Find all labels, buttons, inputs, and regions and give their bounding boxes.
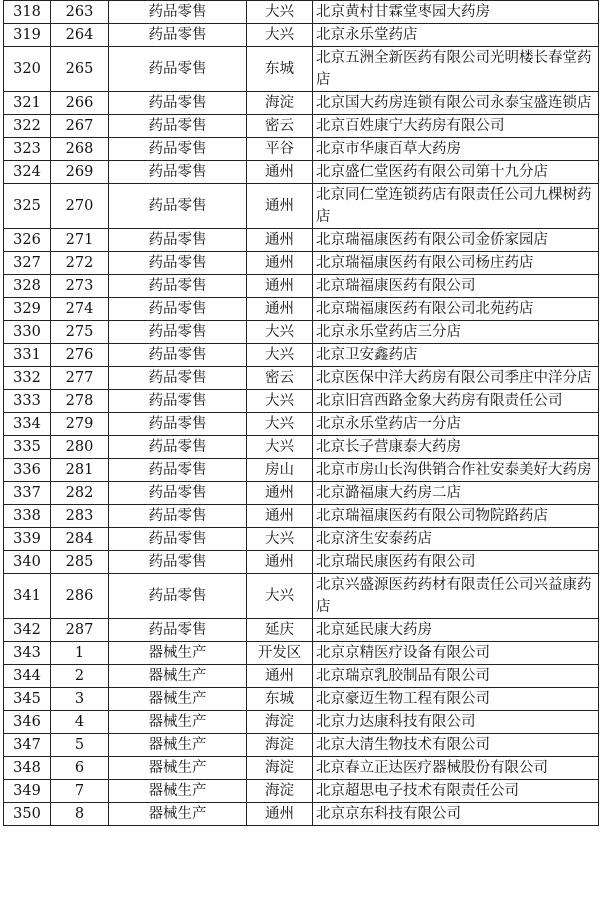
serial-number-cell: 349	[4, 780, 51, 803]
category-number-cell: 273	[51, 275, 109, 298]
category-cell: 器械生产	[109, 757, 247, 780]
district-cell: 大兴	[247, 574, 313, 619]
company-name-cell: 北京瑞民康医药有限公司	[313, 551, 599, 574]
category-cell: 药品零售	[109, 92, 247, 115]
table-row	[4, 161, 599, 184]
serial-number-cell: 350	[4, 803, 51, 826]
company-name-cell: 北京济生安泰药店	[313, 528, 599, 551]
district-cell: 通州	[247, 252, 313, 275]
table-row	[4, 275, 599, 298]
company-name-cell: 北京黄村甘霖堂枣园大药房	[313, 1, 599, 24]
category-cell: 药品零售	[109, 24, 247, 47]
category-cell: 药品零售	[109, 184, 247, 229]
category-number-cell: 287	[51, 619, 109, 642]
category-number-cell: 270	[51, 184, 109, 229]
category-cell: 器械生产	[109, 642, 247, 665]
category-number-cell: 6	[51, 757, 109, 780]
company-name-cell: 北京永乐堂药店	[313, 24, 599, 47]
table-row	[4, 413, 599, 436]
table-row	[4, 47, 599, 92]
category-number-cell: 285	[51, 551, 109, 574]
category-cell: 药品零售	[109, 298, 247, 321]
company-name-cell: 北京力达康科技有限公司	[313, 711, 599, 734]
company-name-cell: 北京永乐堂药店三分店	[313, 321, 599, 344]
company-name-cell: 北京长子营康泰大药房	[313, 436, 599, 459]
district-cell: 海淀	[247, 780, 313, 803]
table-row	[4, 24, 599, 47]
category-cell: 药品零售	[109, 161, 247, 184]
district-cell: 通州	[247, 803, 313, 826]
serial-number-cell: 329	[4, 298, 51, 321]
district-cell: 大兴	[247, 1, 313, 24]
company-name-cell: 北京潞福康大药房二店	[313, 482, 599, 505]
serial-number-cell: 338	[4, 505, 51, 528]
category-cell: 器械生产	[109, 711, 247, 734]
table-row	[4, 436, 599, 459]
company-name-cell: 北京京东科技有限公司	[313, 803, 599, 826]
serial-number-cell: 332	[4, 367, 51, 390]
table-body	[4, 1, 599, 826]
company-name-cell: 北京瑞福康医药有限公司杨庄药店	[313, 252, 599, 275]
district-cell: 通州	[247, 229, 313, 252]
category-cell: 药品零售	[109, 574, 247, 619]
serial-number-cell: 333	[4, 390, 51, 413]
district-cell: 通州	[247, 551, 313, 574]
category-cell: 药品零售	[109, 252, 247, 275]
category-cell: 药品零售	[109, 505, 247, 528]
company-name-cell: 北京永乐堂药店一分店	[313, 413, 599, 436]
serial-number-cell: 321	[4, 92, 51, 115]
table-row	[4, 734, 599, 757]
category-number-cell: 1	[51, 642, 109, 665]
district-cell: 房山	[247, 459, 313, 482]
serial-number-cell: 342	[4, 619, 51, 642]
company-name-cell: 北京春立正达医疗器械股份有限公司	[313, 757, 599, 780]
serial-number-cell: 340	[4, 551, 51, 574]
serial-number-cell: 337	[4, 482, 51, 505]
serial-number-cell: 346	[4, 711, 51, 734]
company-name-cell: 北京国大药房连锁有限公司永泰宝盛连锁店	[313, 92, 599, 115]
table-row	[4, 551, 599, 574]
category-cell: 药品零售	[109, 229, 247, 252]
company-name-cell: 北京豪迈生物工程有限公司	[313, 688, 599, 711]
category-number-cell: 282	[51, 482, 109, 505]
district-cell: 海淀	[247, 734, 313, 757]
category-number-cell: 283	[51, 505, 109, 528]
category-number-cell: 274	[51, 298, 109, 321]
table-row	[4, 138, 599, 161]
company-name-cell: 北京卫安鑫药店	[313, 344, 599, 367]
category-number-cell: 284	[51, 528, 109, 551]
serial-number-cell: 324	[4, 161, 51, 184]
category-cell: 药品零售	[109, 390, 247, 413]
company-name-cell: 北京大清生物技术有限公司	[313, 734, 599, 757]
district-cell: 大兴	[247, 436, 313, 459]
district-cell: 开发区	[247, 642, 313, 665]
category-number-cell: 272	[51, 252, 109, 275]
category-number-cell: 271	[51, 229, 109, 252]
company-name-cell: 北京瑞福康医药有限公司北苑药店	[313, 298, 599, 321]
table-row	[4, 757, 599, 780]
company-name-cell: 北京延民康大药房	[313, 619, 599, 642]
district-cell: 大兴	[247, 528, 313, 551]
company-name-cell: 北京瑞福康医药有限公司金侨家园店	[313, 229, 599, 252]
table-row	[4, 711, 599, 734]
serial-number-cell: 318	[4, 1, 51, 24]
district-cell: 通州	[247, 275, 313, 298]
category-number-cell: 267	[51, 115, 109, 138]
category-cell: 药品零售	[109, 367, 247, 390]
serial-number-cell: 334	[4, 413, 51, 436]
serial-number-cell: 335	[4, 436, 51, 459]
table-row	[4, 115, 599, 138]
company-name-cell: 北京市华康百草大药房	[313, 138, 599, 161]
table-row	[4, 642, 599, 665]
category-number-cell: 3	[51, 688, 109, 711]
category-number-cell: 275	[51, 321, 109, 344]
district-cell: 通州	[247, 482, 313, 505]
table-row	[4, 92, 599, 115]
serial-number-cell: 325	[4, 184, 51, 229]
table-row	[4, 459, 599, 482]
serial-number-cell: 345	[4, 688, 51, 711]
company-name-cell: 北京瑞京乳胶制品有限公司	[313, 665, 599, 688]
serial-number-cell: 341	[4, 574, 51, 619]
category-number-cell: 266	[51, 92, 109, 115]
category-number-cell: 264	[51, 24, 109, 47]
district-cell: 大兴	[247, 390, 313, 413]
company-name-cell: 北京京精医疗设备有限公司	[313, 642, 599, 665]
company-name-cell: 北京超思电子技术有限责任公司	[313, 780, 599, 803]
district-cell: 通州	[247, 298, 313, 321]
category-number-cell: 5	[51, 734, 109, 757]
table-row	[4, 780, 599, 803]
category-cell: 器械生产	[109, 780, 247, 803]
table-row	[4, 665, 599, 688]
category-cell: 药品零售	[109, 551, 247, 574]
category-cell: 药品零售	[109, 1, 247, 24]
category-cell: 药品零售	[109, 413, 247, 436]
district-cell: 大兴	[247, 413, 313, 436]
district-cell: 延庆	[247, 619, 313, 642]
table-row	[4, 344, 599, 367]
table-row	[4, 252, 599, 275]
company-name-cell: 北京百姓康宁大药房有限公司	[313, 115, 599, 138]
category-cell: 药品零售	[109, 436, 247, 459]
district-cell: 大兴	[247, 321, 313, 344]
serial-number-cell: 328	[4, 275, 51, 298]
table-row	[4, 574, 599, 619]
district-cell: 密云	[247, 115, 313, 138]
serial-number-cell: 343	[4, 642, 51, 665]
serial-number-cell: 344	[4, 665, 51, 688]
serial-number-cell: 327	[4, 252, 51, 275]
table-row	[4, 803, 599, 826]
company-name-cell: 北京瑞福康医药有限公司	[313, 275, 599, 298]
district-cell: 海淀	[247, 92, 313, 115]
category-number-cell: 4	[51, 711, 109, 734]
license-table	[3, 0, 599, 826]
company-name-cell: 北京五洲全新医药有限公司光明楼长春堂药店	[313, 47, 599, 92]
category-number-cell: 265	[51, 47, 109, 92]
serial-number-cell: 336	[4, 459, 51, 482]
category-number-cell: 8	[51, 803, 109, 826]
district-cell: 通州	[247, 161, 313, 184]
table-row	[4, 390, 599, 413]
category-cell: 药品零售	[109, 115, 247, 138]
district-cell: 通州	[247, 184, 313, 229]
category-cell: 药品零售	[109, 528, 247, 551]
district-cell: 东城	[247, 688, 313, 711]
category-cell: 药品零售	[109, 459, 247, 482]
category-number-cell: 269	[51, 161, 109, 184]
district-cell: 通州	[247, 505, 313, 528]
category-cell: 药品零售	[109, 482, 247, 505]
company-name-cell: 北京盛仁堂医药有限公司第十九分店	[313, 161, 599, 184]
table-row	[4, 505, 599, 528]
category-cell: 器械生产	[109, 734, 247, 757]
district-cell: 大兴	[247, 24, 313, 47]
table-row	[4, 688, 599, 711]
category-cell: 药品零售	[109, 619, 247, 642]
district-cell: 大兴	[247, 344, 313, 367]
district-cell: 海淀	[247, 711, 313, 734]
category-number-cell: 268	[51, 138, 109, 161]
district-cell: 东城	[247, 47, 313, 92]
table-row	[4, 528, 599, 551]
category-number-cell: 276	[51, 344, 109, 367]
category-cell: 器械生产	[109, 688, 247, 711]
category-number-cell: 280	[51, 436, 109, 459]
serial-number-cell: 322	[4, 115, 51, 138]
serial-number-cell: 339	[4, 528, 51, 551]
category-cell: 药品零售	[109, 344, 247, 367]
category-number-cell: 286	[51, 574, 109, 619]
category-cell: 药品零售	[109, 275, 247, 298]
company-name-cell: 北京瑞福康医药有限公司物院路药店	[313, 505, 599, 528]
serial-number-cell: 330	[4, 321, 51, 344]
serial-number-cell: 320	[4, 47, 51, 92]
category-number-cell: 2	[51, 665, 109, 688]
category-number-cell: 279	[51, 413, 109, 436]
company-name-cell: 北京旧宫西路金象大药房有限责任公司	[313, 390, 599, 413]
serial-number-cell: 323	[4, 138, 51, 161]
category-number-cell: 278	[51, 390, 109, 413]
company-name-cell: 北京兴盛源医药药材有限责任公司兴益康药店	[313, 574, 599, 619]
category-number-cell: 281	[51, 459, 109, 482]
company-name-cell: 北京市房山长沟供销合作社安泰美好大药房	[313, 459, 599, 482]
table-row	[4, 298, 599, 321]
serial-number-cell: 348	[4, 757, 51, 780]
category-cell: 药品零售	[109, 321, 247, 344]
district-cell: 平谷	[247, 138, 313, 161]
serial-number-cell: 326	[4, 229, 51, 252]
table-row	[4, 1, 599, 24]
table-row	[4, 229, 599, 252]
company-name-cell: 北京医保中洋大药房有限公司季庄中洋分店	[313, 367, 599, 390]
serial-number-cell: 347	[4, 734, 51, 757]
serial-number-cell: 319	[4, 24, 51, 47]
district-cell: 通州	[247, 665, 313, 688]
category-cell: 药品零售	[109, 138, 247, 161]
category-number-cell: 263	[51, 1, 109, 24]
table-row	[4, 619, 599, 642]
table-row	[4, 367, 599, 390]
category-number-cell: 277	[51, 367, 109, 390]
district-cell: 海淀	[247, 757, 313, 780]
category-cell: 器械生产	[109, 665, 247, 688]
category-cell: 药品零售	[109, 47, 247, 92]
table-row	[4, 482, 599, 505]
table-row	[4, 184, 599, 229]
category-number-cell: 7	[51, 780, 109, 803]
serial-number-cell: 331	[4, 344, 51, 367]
district-cell: 密云	[247, 367, 313, 390]
category-cell: 器械生产	[109, 803, 247, 826]
table-row	[4, 321, 599, 344]
company-name-cell: 北京同仁堂连锁药店有限责任公司九棵树药店	[313, 184, 599, 229]
